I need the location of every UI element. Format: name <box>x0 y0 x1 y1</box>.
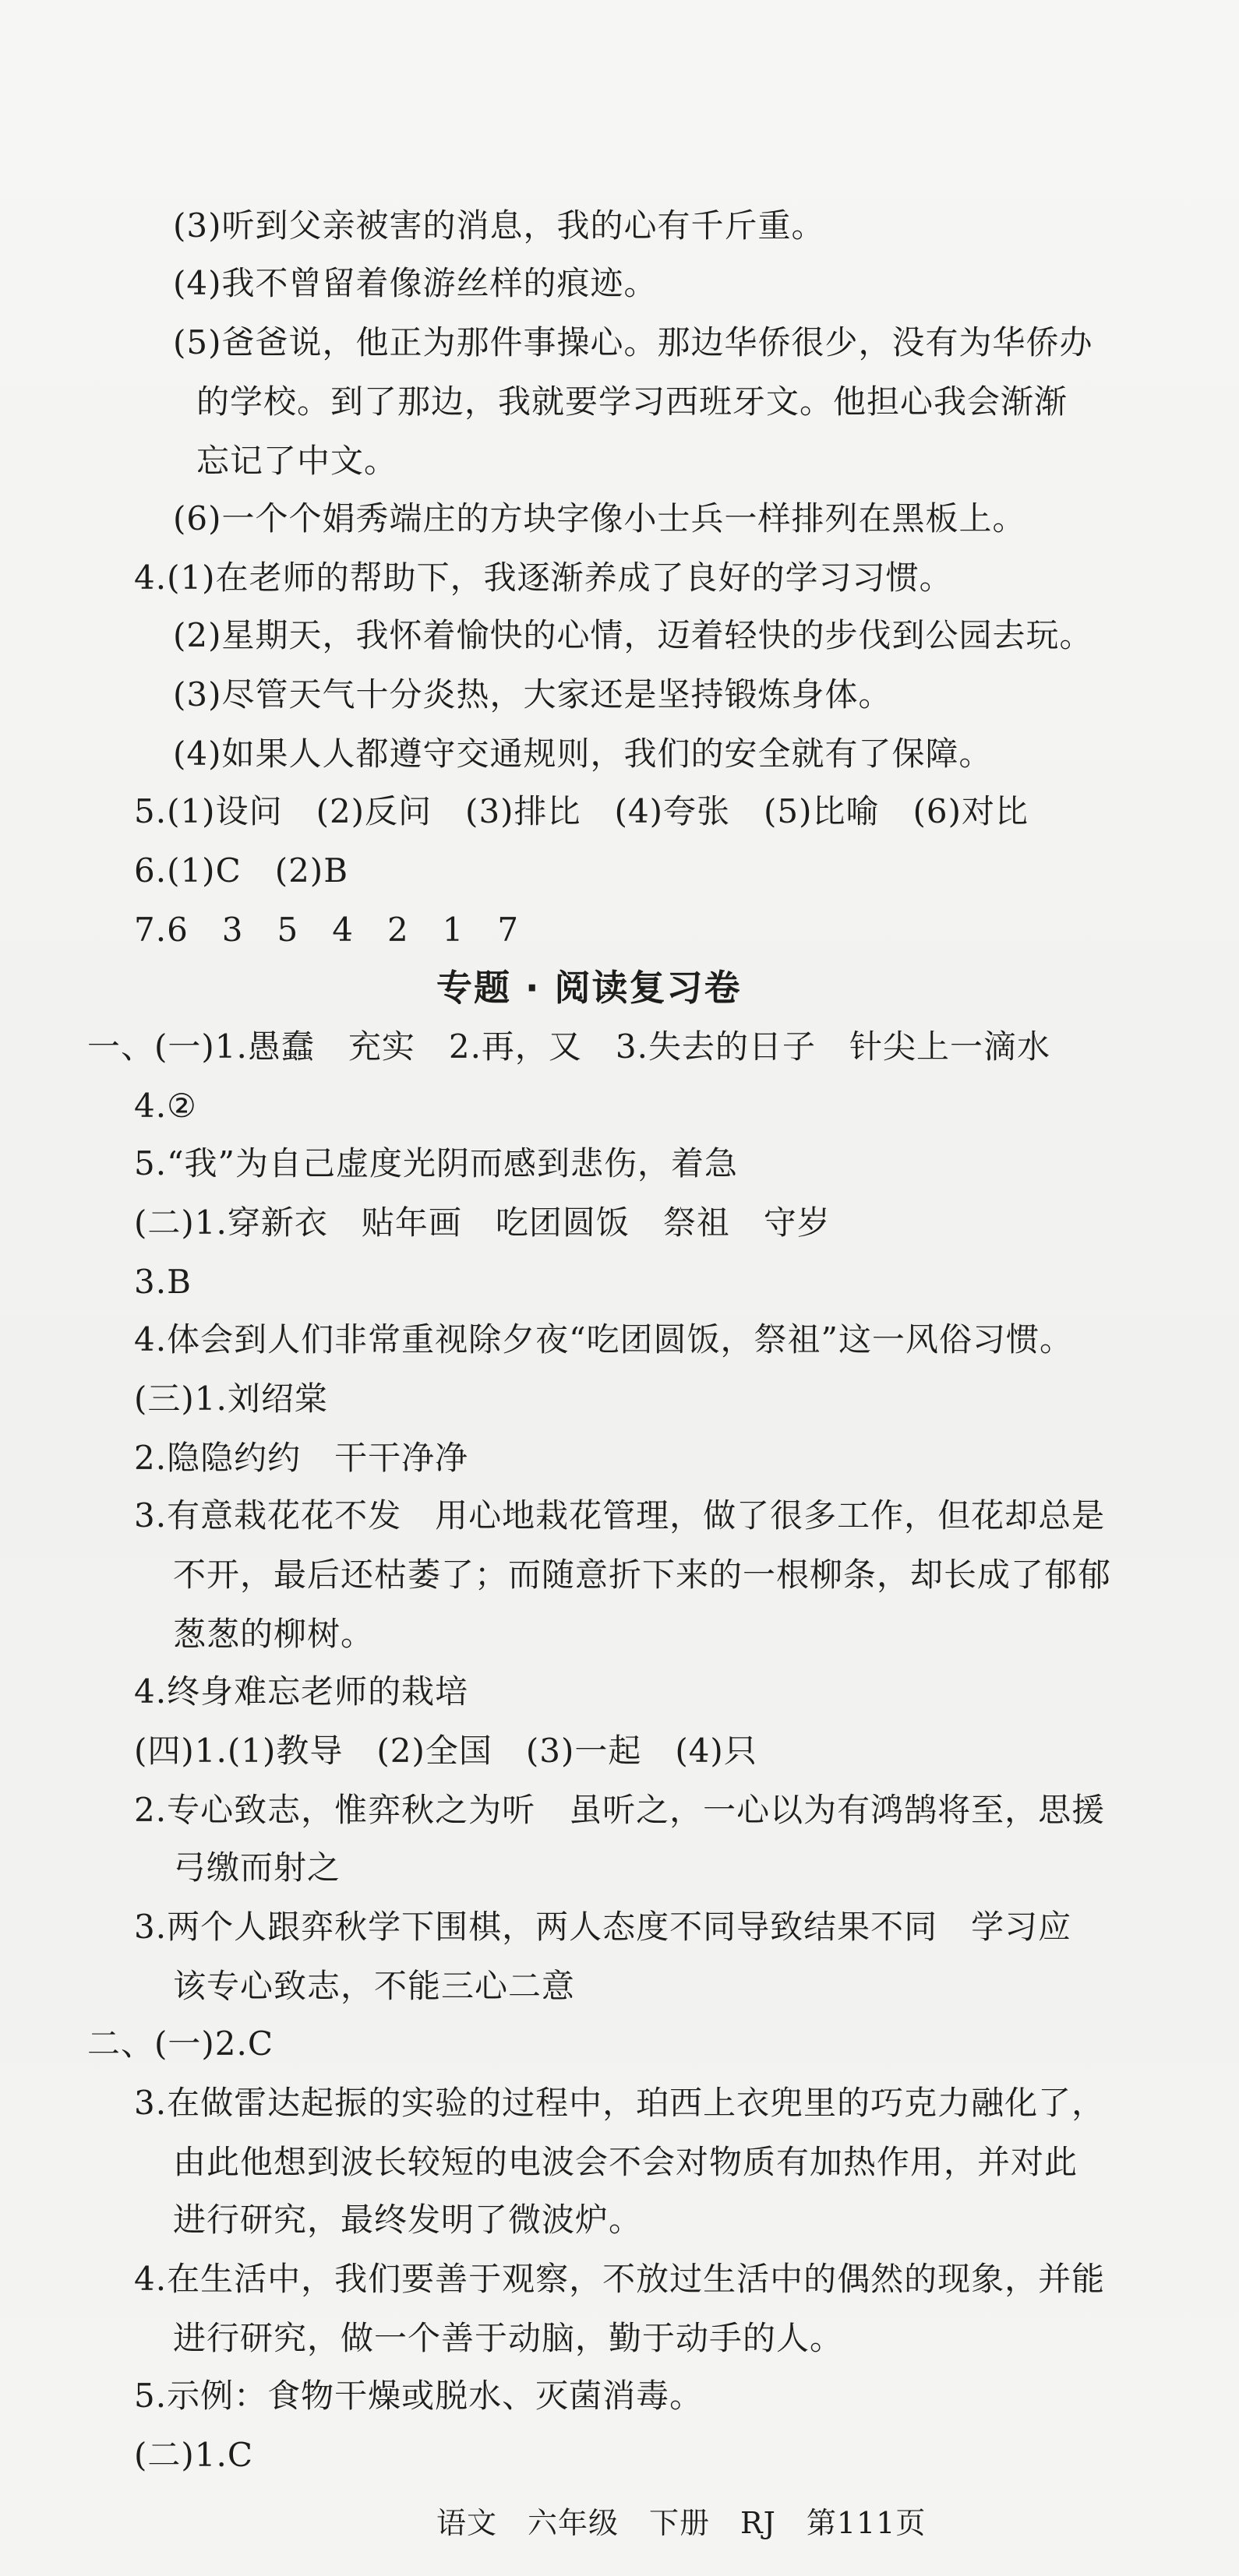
answer-line: (二)1.C <box>134 2436 253 2474</box>
answer-line: 3.两个人跟弈秋学下围棋，两人态度不同导致结果不同 学习应 <box>134 1908 1072 1946</box>
section-title: 专题 · 阅读复习卷 <box>436 967 742 1009</box>
answer-line: 进行研究，最终发明了微波炉。 <box>173 2201 643 2239</box>
answer-line: 不开，最后还枯萎了；而随意折下来的一根柳条，却长成了郁郁 <box>173 1556 1112 1594</box>
answer-line: 2.隐隐约约 干干净净 <box>134 1439 469 1477</box>
answer-line: (6)一个个娟秀端庄的方块字像小士兵一样排列在黑板上。 <box>173 499 1026 537</box>
page-footer: 语文 六年级 下册 RJ 第111页 <box>436 2506 927 2540</box>
answer-line: 4.体会到人们非常重视除夕夜“吃团圆饭，祭祖”这一风俗习惯。 <box>134 1320 1074 1358</box>
answer-line: 5.示例：食物干燥或脱水、灭菌消毒。 <box>134 2377 704 2415</box>
answer-line: (4)如果人人都遵守交通规则，我们的安全就有了保障。 <box>173 735 993 773</box>
answer-line: 由此他想到波长较短的电波会不会对物质有加热作用，并对此 <box>173 2143 1078 2181</box>
answer-line: 进行研究，做一个善于动脑，勤于动手的人。 <box>173 2319 844 2357</box>
answer-line: 忘记了中文。 <box>196 442 398 480</box>
answer-line: (5)爸爸说，他正为那件事操心。那边华侨很少，没有为华侨办 <box>173 323 1093 361</box>
answer-line: 4.在生活中，我们要善于观察，不放过生活中的偶然的现象，并能 <box>134 2260 1106 2298</box>
answer-line: 7.6 3 5 4 2 1 7 <box>134 911 520 949</box>
answer-line: 该专心致志，不能三心二意 <box>173 1967 576 2005</box>
answer-line: 葱葱的柳树。 <box>173 1615 375 1653</box>
answer-line: (3)尽管天气十分炎热，大家还是坚持锻炼身体。 <box>173 675 892 714</box>
answer-line: 4.(1)在老师的帮助下，我逐渐养成了良好的学习习惯。 <box>134 559 953 597</box>
answer-line: 5.“我”为自己虚度光阴而感到悲伤，着急 <box>134 1144 739 1182</box>
answer-line: 6.(1)C (2)B <box>134 851 349 890</box>
answer-line: 3.在做雷达起振的实验的过程中，珀西上衣兜里的巧克力融化了， <box>134 2084 1106 2122</box>
answer-line: (二)1.穿新衣 贴年画 吃团圆饭 祭祖 守岁 <box>134 1203 831 1242</box>
answer-line: 3.B <box>134 1263 192 1301</box>
answer-line: (四)1.(1)教导 (2)全国 (3)一起 (4)只 <box>134 1732 757 1770</box>
answer-line: 5.(1)设问 (2)反问 (3)排比 (4)夸张 (5)比喻 (6)对比 <box>134 792 1029 830</box>
answer-line: 4.② <box>134 1087 197 1125</box>
answer-line: 2.专心致志，惟弈秋之为听 虽听之，一心以为有鸿鹄将至，思援 <box>134 1791 1106 1829</box>
answer-line: (三)1.刘绍棠 <box>134 1380 328 1418</box>
answer-line: 4.终身难忘老师的栽培 <box>134 1672 469 1711</box>
answer-line: 3.有意栽花花不发 用心地栽花管理，做了很多工作，但花却总是 <box>134 1496 1106 1535</box>
answer-line: 弓缴而射之 <box>173 1848 341 1887</box>
answer-line: (4)我不曾留着像游丝样的痕迹。 <box>173 264 658 302</box>
answer-line: 二、(一)2.C <box>87 2025 274 2063</box>
answer-line: (3)听到父亲被害的消息，我的心有千斤重。 <box>173 206 825 245</box>
answer-line: 一、(一)1.愚蠢 充实 2.再，又 3.失去的日子 针尖上一滴水 <box>87 1027 1050 1066</box>
answer-line: (2)星期天，我怀着愉快的心情，迈着轻快的步伐到公园去玩。 <box>173 616 1093 654</box>
answer-line: 的学校。到了那边，我就要学习西班牙文。他担心我会渐渐 <box>196 382 1068 421</box>
